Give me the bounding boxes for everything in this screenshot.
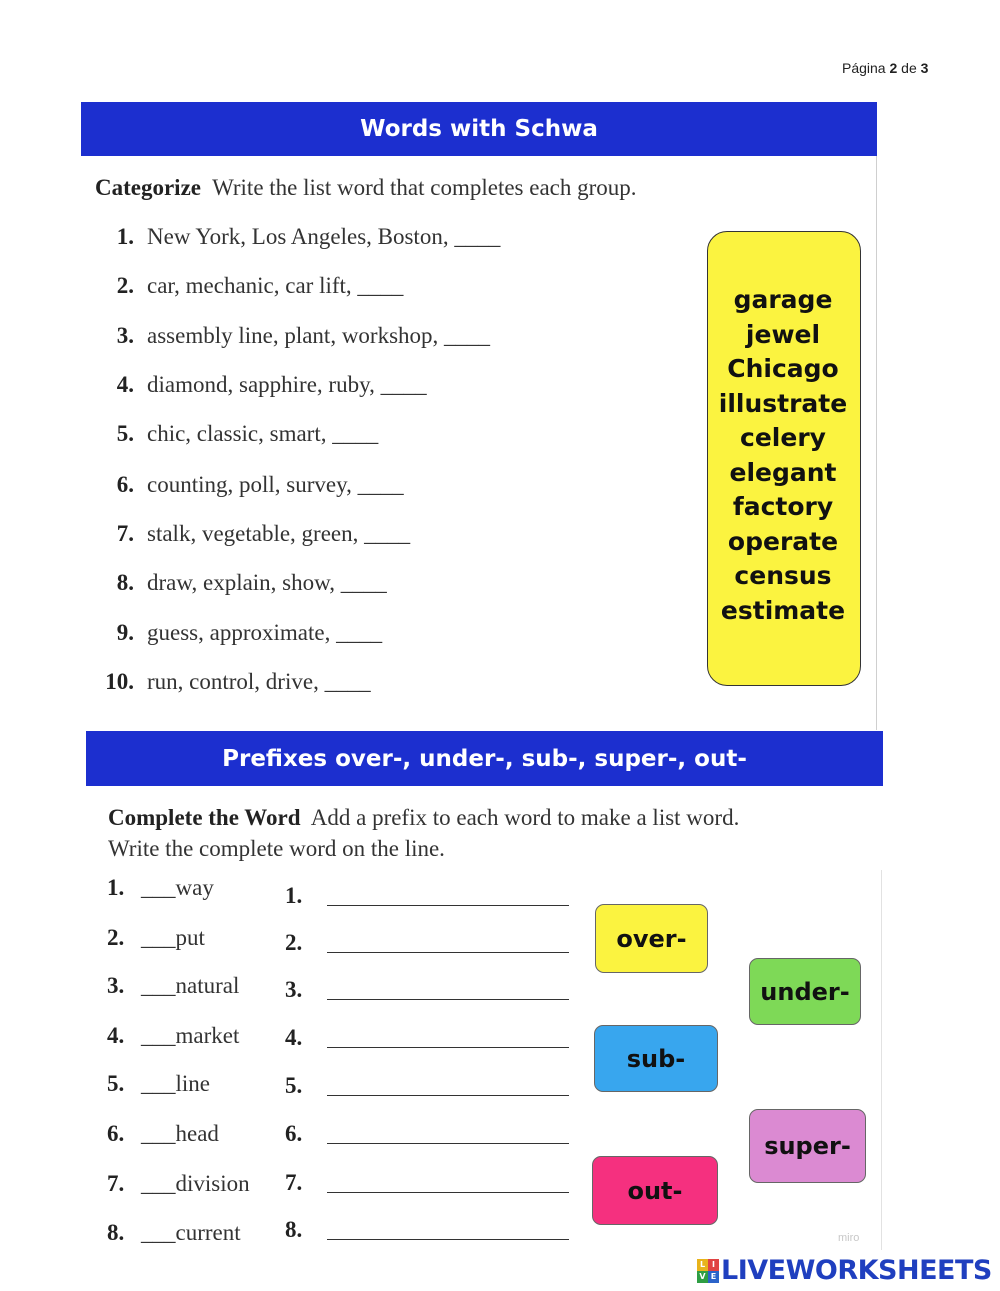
item-number: 7. <box>107 1171 125 1196</box>
prefix-tag-sub[interactable]: sub- <box>594 1025 718 1092</box>
word-bank-item: illustrate <box>718 388 848 418</box>
prefix-blank[interactable]: ___ <box>141 1121 176 1146</box>
page-number: Página 2 de 3 <box>842 60 929 76</box>
prefix-blank[interactable]: ___ <box>141 1023 176 1048</box>
item-text: assembly line, plant, workshop, ____ <box>147 323 491 348</box>
prefix-blank[interactable]: ___ <box>141 1220 176 1245</box>
prefix-blank[interactable]: ___ <box>141 1071 176 1096</box>
word-bank-item: celery <box>740 423 826 452</box>
frame-border <box>876 156 877 730</box>
item-number: 1. <box>116 224 134 249</box>
answer-number: 4. <box>285 1025 303 1050</box>
categorize-item <box>100 620 382 646</box>
base-word: division <box>175 1171 250 1196</box>
answer-line[interactable] <box>327 905 569 906</box>
item-number: 3. <box>107 973 125 998</box>
answer-line[interactable] <box>327 1047 569 1048</box>
answer-number: 1. <box>285 883 303 908</box>
section1-title: Words with Schwa <box>81 102 877 156</box>
base-word: market <box>175 1023 240 1048</box>
item-text: diamond, sapphire, ruby, ____ <box>147 372 427 397</box>
item-number: 2. <box>116 273 134 298</box>
item-text: stalk, vegetable, green, ____ <box>147 521 411 546</box>
section2-instruction: Complete the Word Add a prefix to each word to make a list word. Write the complete word on the line. <box>108 805 740 861</box>
item-number: 1. <box>107 875 125 900</box>
prefix-tag-super[interactable]: super- <box>749 1109 866 1183</box>
prefix-blank[interactable]: ___ <box>141 875 176 900</box>
base-word: head <box>175 1121 219 1146</box>
item-text: run, control, drive, ____ <box>147 669 371 694</box>
answer-line[interactable] <box>327 1239 569 1240</box>
categorize-item <box>100 669 371 695</box>
base-word: natural <box>175 973 240 998</box>
word-bank-item: factory <box>732 492 834 521</box>
answer-number: 7. <box>285 1170 303 1195</box>
answer-number: 6. <box>285 1121 303 1146</box>
item-number: 8. <box>107 1220 125 1245</box>
item-text: New York, Los Angeles, Boston, ____ <box>147 224 501 249</box>
prefix-item <box>107 1023 239 1049</box>
categorize-item <box>100 323 490 349</box>
prefix-item <box>107 1071 210 1097</box>
item-number: 8. <box>116 570 134 595</box>
item-number: 5. <box>116 421 134 446</box>
item-text: guess, approximate, ____ <box>147 620 383 645</box>
item-text: car, mechanic, car lift, ____ <box>147 273 404 298</box>
item-number: 2. <box>107 925 125 950</box>
answer-line[interactable] <box>327 999 569 1000</box>
item-number: 6. <box>116 472 134 497</box>
answer-line[interactable] <box>327 1095 569 1096</box>
word-bank-item: Chicago <box>727 354 839 383</box>
prefix-blank[interactable]: ___ <box>141 1171 176 1196</box>
item-number: 7. <box>116 521 134 546</box>
base-word: way <box>175 875 214 900</box>
item-number: 3. <box>116 323 134 348</box>
prefix-tag-out[interactable]: out- <box>592 1156 718 1225</box>
prefix-item <box>107 1171 250 1197</box>
base-word: put <box>175 925 205 950</box>
item-text: chic, classic, smart, ____ <box>147 421 379 446</box>
answer-number: 5. <box>285 1073 303 1098</box>
word-bank-item: jewel <box>745 319 821 349</box>
categorize-item <box>100 570 387 596</box>
miro-watermark: miro <box>838 1232 860 1244</box>
item-number: 9. <box>116 620 134 645</box>
prefix-blank[interactable]: ___ <box>141 973 176 998</box>
categorize-item <box>100 421 378 447</box>
answer-line[interactable] <box>327 952 569 953</box>
prefix-item <box>107 925 205 951</box>
liveworksheets-logo-icon: L I V E <box>697 1259 719 1283</box>
base-word: line <box>175 1071 210 1096</box>
item-text: draw, explain, show, ____ <box>147 570 387 595</box>
prefix-item <box>107 875 214 901</box>
prefix-item <box>107 973 239 999</box>
prefix-blank[interactable]: ___ <box>141 925 176 950</box>
word-bank-item: estimate <box>720 595 846 625</box>
categorize-item <box>100 372 427 398</box>
section1-instruction: Categorize Write the list word that completes each group. <box>95 175 637 200</box>
frame-border <box>881 870 882 1250</box>
word-bank-item: census <box>734 561 832 590</box>
brand-text: LIVEWORKSHEETS <box>721 1255 992 1286</box>
answer-line[interactable] <box>327 1143 569 1144</box>
liveworksheets-brand <box>697 1255 992 1286</box>
prefix-item <box>107 1220 241 1246</box>
item-number: 10. <box>105 669 134 694</box>
categorize-item <box>100 273 403 299</box>
answer-line[interactable] <box>327 1192 569 1193</box>
word-bank-item: garage <box>733 285 833 314</box>
prefix-item <box>107 1121 219 1147</box>
prefix-tag-under[interactable]: under- <box>749 958 861 1025</box>
answer-number: 8. <box>285 1217 303 1242</box>
word-bank-item: operate <box>727 526 839 556</box>
answer-number: 3. <box>285 977 303 1002</box>
categorize-item <box>100 472 404 498</box>
categorize-item <box>100 224 500 250</box>
item-number: 4. <box>116 372 134 397</box>
answer-number: 2. <box>285 930 303 955</box>
item-text: counting, poll, survey, ____ <box>147 472 404 497</box>
section2-title: Prefixes over-, under-, sub-, super-, out- <box>86 731 883 786</box>
base-word: current <box>175 1220 241 1245</box>
item-number: 5. <box>107 1071 125 1096</box>
item-number: 4. <box>107 1023 125 1048</box>
prefix-tag-over[interactable]: over- <box>595 904 708 973</box>
categorize-item <box>100 521 410 547</box>
word-bank-item: elegant <box>729 457 837 487</box>
word-bank <box>707 283 859 628</box>
item-number: 6. <box>107 1121 125 1146</box>
